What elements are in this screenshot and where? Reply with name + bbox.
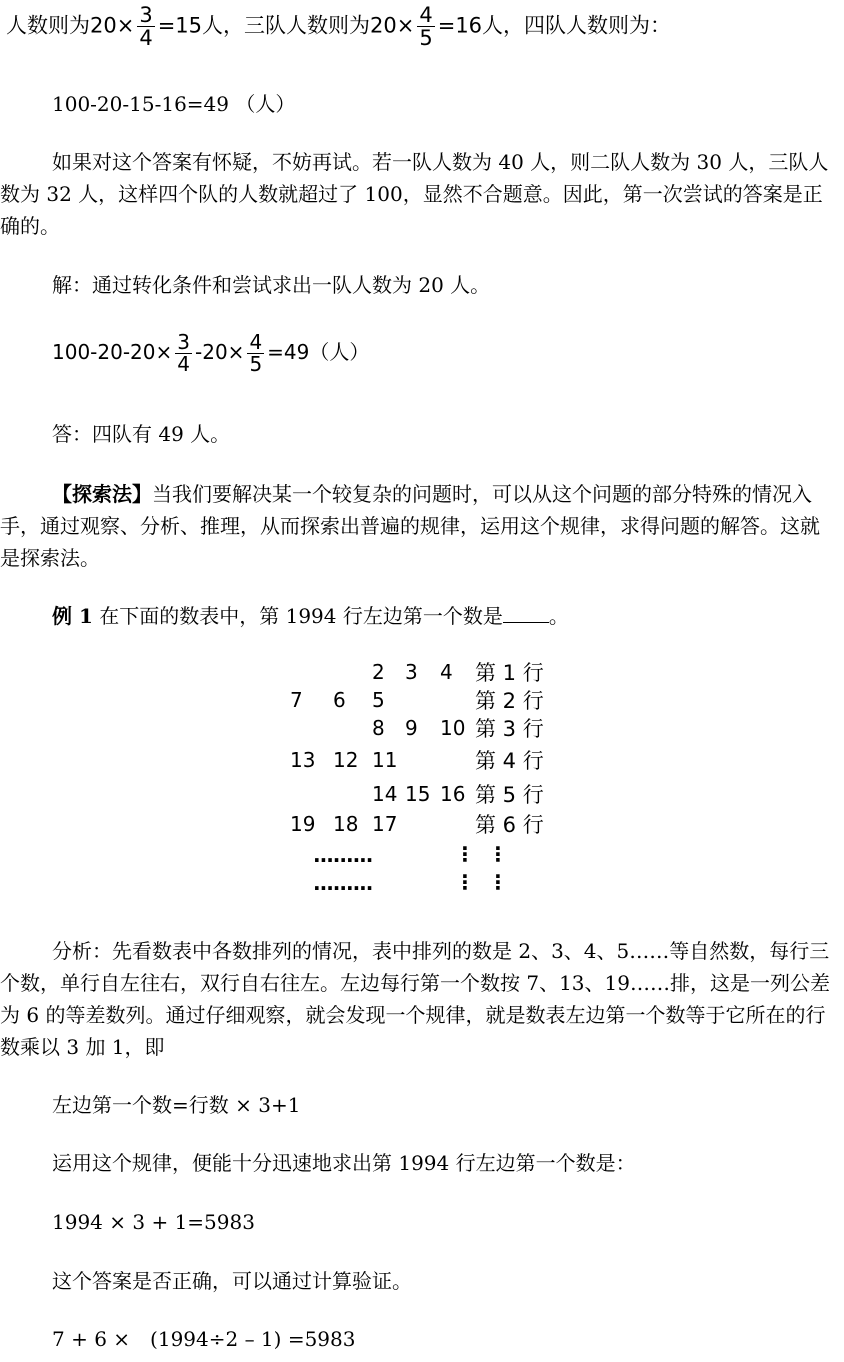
fraction-three-fourths: $\frac{3}{4}$	[139, 3, 153, 51]
table-cell: 18	[333, 812, 359, 836]
calc-line: 100-20-15-16=49 （人）	[52, 92, 296, 116]
table-cell: 10	[440, 716, 466, 740]
intro-fraction-line: 人数则为20× $\frac{3}{4}$ =15人，三队人数则为20× $\frac{4}{5}$ =16人，四队人数则为：	[6, 3, 672, 51]
rule-line: 左边第一个数=行数 × 3+1	[52, 1093, 301, 1117]
result-calc: 1994 × 3 + 1=5983	[52, 1210, 255, 1234]
table-cell: 8	[372, 716, 385, 740]
row-label: 第 4 行	[475, 749, 544, 773]
continuation-dots: ·········	[313, 848, 373, 872]
table-cell: 6	[333, 688, 346, 712]
vertical-dots: ⋮	[455, 870, 475, 894]
row-label: 第 6 行	[475, 813, 544, 837]
apply-line: 运用这个规律，便能十分迅速地求出第 1994 行左边第一个数是：	[52, 1151, 636, 1175]
table-cell: 16	[440, 782, 466, 806]
table-cell: 13	[290, 748, 316, 772]
example-line: 例 1 在下面的数表中，第 1994 行左边第一个数是 。	[52, 604, 569, 628]
fraction-four-fifths: $\frac{4}{5}$	[419, 3, 433, 51]
table-cell: 11	[372, 748, 398, 772]
row-label: 第 2 行	[475, 689, 544, 713]
doubt-paragraph: 如果对这个答案有怀疑，不妨再试。若一队人数为 40 人，则二队人数为 30 人，三队人数为 32 人，这样四个队的人数就超过了 100，显然不合题意。因此，第一次尝试的答案是正确的。	[0, 150, 829, 238]
table-cell: 2	[372, 660, 385, 684]
table-cell: 7	[290, 688, 303, 712]
answer-line: 答：四队有 49 人。	[52, 422, 231, 446]
verify-line: 这个答案是否正确，可以通过计算验证。	[52, 1269, 412, 1293]
table-cell: 3	[405, 660, 418, 684]
verify-calc: 7 + 6 × (1994÷2 – 1) =5983	[52, 1327, 356, 1351]
method-title: 【探索法】	[52, 482, 152, 506]
table-cell: 4	[440, 660, 453, 684]
table-cell: 9	[405, 716, 418, 740]
formula-fraction-three-fourths: $\frac{3}{4}$	[177, 330, 190, 376]
continuation-dots: ·········	[313, 876, 373, 900]
formula-fraction-four-fifths: $\frac{4}{5}$	[249, 330, 263, 376]
row-label: 第 5 行	[475, 783, 544, 807]
row-label: 第 1 行	[475, 661, 544, 685]
table-cell: 5	[372, 688, 385, 712]
vertical-dots: ⋮	[488, 842, 508, 866]
analysis-paragraph: 分析：先看数表中各数排列的情况，表中排列的数是 2、3、4、5……等自然数，每行三个数，单行自左往右，双行自右往左。左边每行第一个数按 7、13、19……排，这是一列公差为 6 的等差数列。通过仔细观察，就会发现一个规律，就是数表左边第一个数等于它所在的行数乘以 3 加 1，即	[0, 939, 830, 1059]
example-label: 例 1	[52, 604, 93, 628]
vertical-dots: ⋮	[455, 842, 475, 866]
table-cell: 17	[372, 812, 398, 836]
solution-formula: 100-20-20× $\frac{3}{4}$ -20× $\frac{4}{5}$ =49（人）	[52, 330, 370, 376]
table-cell: 12	[333, 748, 359, 772]
table-cell: 15	[405, 782, 431, 806]
row-label: 第 3 行	[475, 717, 544, 741]
table-cell: 14	[372, 782, 398, 806]
answer-blank	[503, 604, 549, 623]
solution-line: 解：通过转化条件和尝试求出一队人数为 20 人。	[52, 273, 491, 297]
method-paragraph: 【探索法】当我们要解决某一个较复杂的问题时，可以从这个问题的部分特殊的情况入手，通过观察、分析、推理，从而探索出普遍的规律，运用这个规律，求得问题的解答。这就是探索法。	[0, 482, 820, 570]
vertical-dots: ⋮	[488, 870, 508, 894]
table-cell: 19	[290, 812, 316, 836]
